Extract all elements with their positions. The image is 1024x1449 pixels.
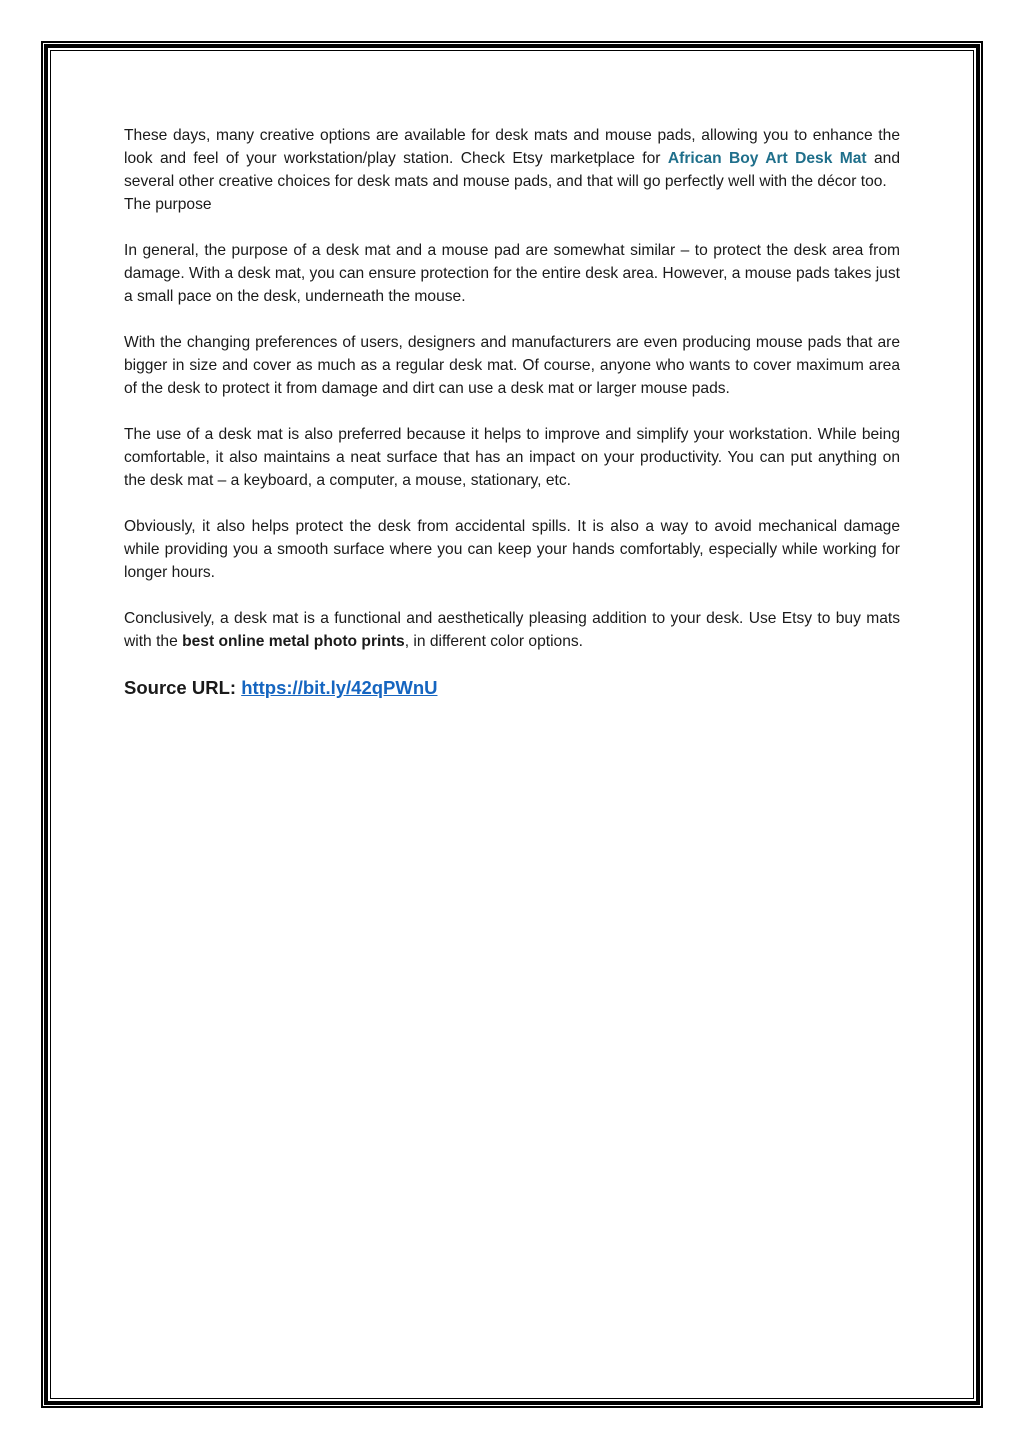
source-line: [124, 675, 900, 701]
paragraph-workstation: The use of a desk mat is also preferred because it helps to improve and simplify your workstation. While being comfortable, it also maintains a neat surface that has an impact on your productivity. You can put anything on the desk mat – a keyboard, a computer, a mouse, stationary, etc.: [124, 426, 900, 489]
intro-text-start: These days, many creative options are available for desk mats and mouse pads, allowing you to enhance the look and feel of your workstation/play station. Check Etsy marketplace for: [124, 127, 900, 167]
paragraph-spills: Obviously, it also helps protect the desk from accidental spills. It is also a way to avoid mechanical damage while providing you a smooth surface where you can keep your hands comfortably, especially while working for longer hours.: [124, 518, 900, 581]
intro-text-end: and several other creative choices for desk mats and mouse pads, and that will go perfectly well with the décor too.: [124, 150, 900, 190]
paragraph-conclusion: [124, 607, 900, 653]
paragraph-preferences: With the changing preferences of users, designers and manufacturers are even producing mouse pads that are bigger in size and cover as much as a regular desk mat. Of course, anyone who wants to cover maximum area of the desk to protect it from damage and dirt can use a desk mat or larger mouse pads.: [124, 334, 900, 397]
heading-purpose: The purpose: [124, 196, 212, 213]
conclusion-text-end: , in different color options.: [404, 633, 584, 650]
document-body: [124, 124, 900, 701]
paragraph-purpose: In general, the purpose of a desk mat and a mouse pad are somewhat similar – to protect the desk area from damage. With a desk mat, you can ensure protection for the entire desk area. However, a mouse pads takes just a small pace on the desk, underneath the mouse.: [124, 242, 900, 305]
african-boy-art-desk-mat-link[interactable]: African Boy Art Desk Mat: [667, 150, 867, 167]
source-url-link[interactable]: https://bit.ly/42qPWnU: [241, 677, 438, 698]
conclusion-text-start: Conclusively, a desk mat is a functional and aesthetically pleasing addition to your desk. Use Etsy to buy mats with the: [124, 610, 900, 650]
metal-photo-prints-bold: best online metal photo prints: [182, 633, 405, 650]
paragraph-intro: [124, 124, 900, 193]
source-label: Source URL:: [124, 677, 242, 698]
